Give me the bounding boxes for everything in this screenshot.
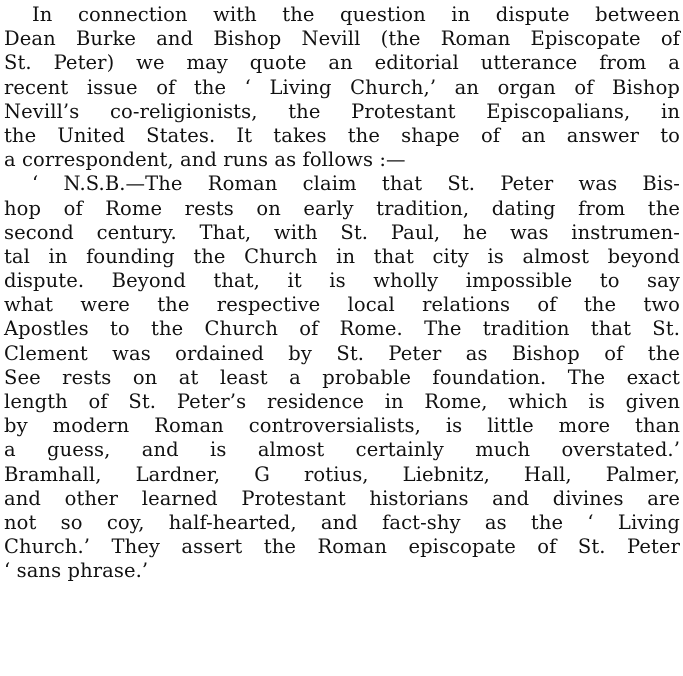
article-text	[4, 3, 680, 584]
text-line: and other learned Protestant historians and divines are	[4, 486, 680, 510]
text-line: dispute. Beyond that, it is wholly impossible to say	[4, 269, 680, 293]
text-line: the United States. It takes the shape of an answer to	[4, 123, 680, 147]
text-line: length of St. Peter’s residence in Rome, which is given	[4, 390, 680, 413]
text-line: second century. That, with St. Paul, he was instrumen-	[4, 220, 680, 244]
text-line: See rests on at least a probable foundation. The exact	[4, 365, 680, 389]
text-line: a guess, and is almost certainly much overstated.’	[4, 438, 680, 462]
text-line: hop of Rome rests on early tradition, dating from the	[4, 196, 680, 220]
text-line: what were the respective local relations of the two	[4, 293, 680, 317]
text-line: ‘ sans phrase.’	[4, 559, 149, 583]
text-line: ‘ N.S.B.—The Roman claim that St. Peter was Bis-	[32, 172, 680, 196]
text-line: Dean Burke and Bishop Nevill (the Roman Episcopate of	[4, 27, 680, 51]
text-line: Church.’ They assert the Roman episcopate of St. Peter	[4, 535, 680, 559]
text-line: tal in founding the Church in that city is almost beyond	[4, 244, 680, 268]
text-line: a correspondent, and runs as follows :—	[4, 148, 406, 172]
text-line: St. Peter) we may quote an editorial utterance from a	[4, 51, 680, 75]
text-line: by modern Roman controversialists, is little more than	[4, 414, 680, 438]
text-line: Clement was ordained by St. Peter as Bishop of the	[4, 341, 680, 365]
text-line: recent issue of the ‘ Living Church,’ an organ of Bishop	[4, 75, 680, 99]
text-line: Bramhall, Lardner, G rotius, Liebnitz, Hall, Palmer,	[4, 462, 680, 486]
text-line: Apostles to the Church of Rome. The tradition that St.	[4, 317, 680, 341]
paragraph-intro	[4, 3, 680, 172]
text-line: In connection with the question in dispute between	[32, 3, 680, 26]
text-line: Nevill’s co-religionists, the Protestant Episcopalians, in	[4, 99, 680, 123]
paragraph-quotation	[4, 172, 680, 583]
text-line: not so coy, half-hearted, and fact-shy as the ‘ Living	[4, 510, 680, 534]
